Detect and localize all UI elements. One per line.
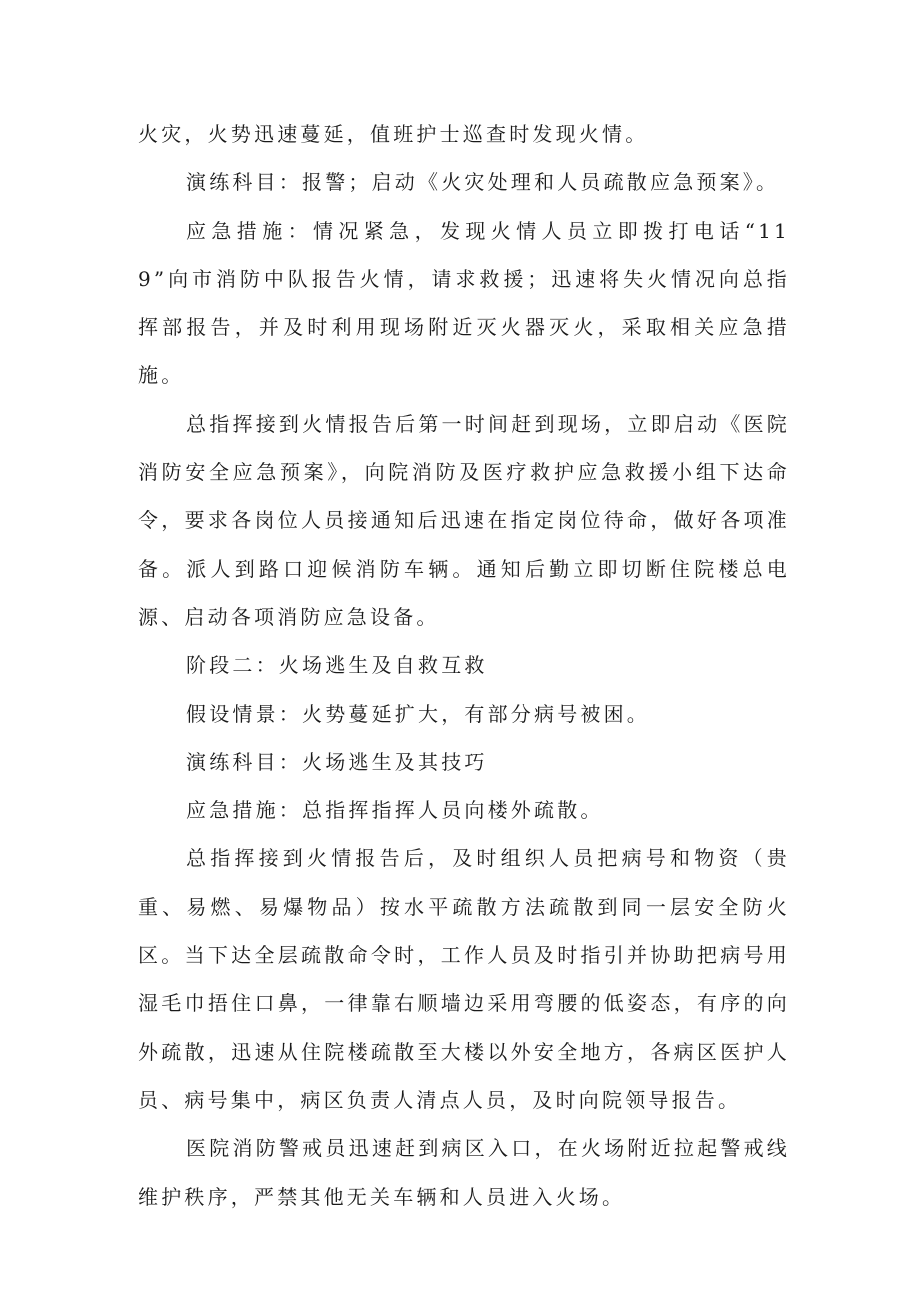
- paragraph-emergency-measures-evacuate: 应急措施：总指挥指挥人员向楼外疏散。: [186, 798, 604, 823]
- paragraph-stage-two-heading: 阶段二：火场逃生及自救互救: [186, 653, 488, 678]
- paragraph-emergency-measures-alarm: 应急措施：情况紧急，发现火情人员立即拨打电话“119”向市消防中队报告火情，请求救援；迅速将失火情况向总指挥部报告，并及时利用现场附近灭火器灭火，采取相关应急措施。: [138, 218, 790, 388]
- paragraph-security-cordon: 医院消防警戒员迅速赶到病区入口，在火场附近拉起警戒线维护秩序，严禁其他无关车辆和人员进入火场。: [138, 1136, 790, 1209]
- paragraph-evacuation-procedure: 总指挥接到火情报告后，及时组织人员把病号和物资（贵重、易燃、易爆物品）按水平疏散方法疏散到同一层安全防火区。当下达全层疏散命令时，工作人员及时指引并协助把病号用湿毛巾捂住口鼻，一律靠右顺墙边采用弯腰的低姿态，有序的向外疏散，迅速从住院楼疏散至大楼以外安全地方，各病区医护人员、病号集中，病区负责人清点人员，及时向院领导报告。: [138, 846, 790, 1112]
- paragraph-drill-subject-alarm: 演练科目：报警；启动《火灾处理和人员疏散应急预案》。: [186, 170, 780, 195]
- paragraph-commander-response: 总指挥接到火情报告后第一时间赶到现场，立即启动《医院消防安全应急预案》，向院消防及医疗救护应急救援小组下达命令，要求各岗位人员接通知后迅速在指定岗位待命，做好各项准备。派人到路口迎候消防车辆。通知后勤立即切断住院楼总电源、启动各项消防应急设备。: [138, 411, 790, 629]
- paragraph-scenario: 假设情景：火势蔓延扩大，有部分病号被困。: [186, 701, 650, 726]
- document-body: [138, 110, 790, 1221]
- paragraph-drill-subject-escape: 演练科目：火场逃生及其技巧: [186, 749, 488, 774]
- paragraph-fire-intro: 火灾，火势迅速蔓延，值班护士巡查时发现火情。: [138, 122, 649, 146]
